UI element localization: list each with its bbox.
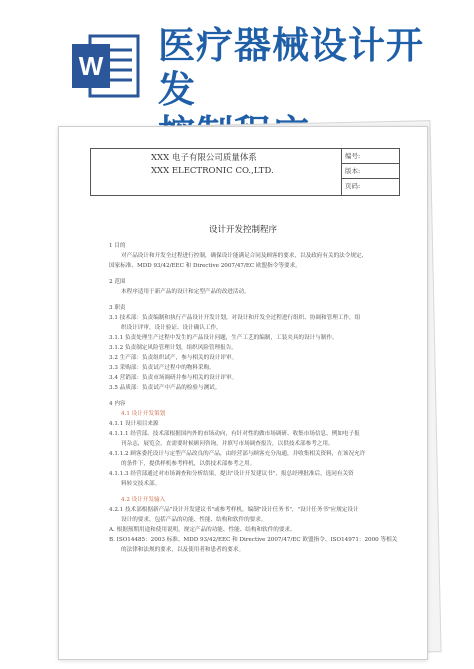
body-line: 3.1.2 负责制定风险管理计划，组织风险管理报告。: [109, 345, 237, 351]
body-line: 4.1.1.2 顾客委托设计与定型产品改良的产品，由经营部与顾客充分沟通，并收集相关资料，在该况允许: [109, 451, 366, 457]
body-line: 4 内容: [109, 401, 126, 407]
company-name-cell: [91, 149, 342, 195]
body-line: 国家标准、MDD 93/42/EEC 和 Directive 2007/47/EC 欧盟指令等要求。: [109, 263, 301, 269]
body-line: 1 目的: [109, 243, 126, 249]
document-header-table: [90, 148, 400, 196]
body-line: 4.1 设计开发策划: [121, 411, 166, 417]
body-line: 对产品设计和开发全过程进行控制，确保设计能满足合同及顾客的要求，以及政府有关的法令规定、: [121, 253, 368, 259]
body-line: 3.5 品质部：负责试产中产品的检验与测试。: [109, 385, 221, 391]
body-line: 的法律和法规的要求，以及使用者和患者的要求。: [121, 547, 245, 553]
body-line: 3.4 营销部：负责市场调研并参与相关的设计评审。: [109, 375, 238, 381]
doc-version-cell: 版本:: [341, 164, 399, 179]
body-line: 3.1 技术部：负责编制和执行产品设计开发计划，对设计和开发全过程进行组织、协调和管理工作，组: [109, 315, 361, 321]
document-meta-cells: [341, 149, 399, 195]
body-line: 3.2 生产部：负责组织试产，参与相关的设计评审。: [109, 355, 238, 361]
body-line: 2 范围: [109, 279, 126, 285]
doc-number-cell: 编号:: [341, 149, 399, 164]
body-line: 刊杂志，展览会，直需要时候顾问咨询，并填写市场调查报告，以供技术部参考之用。: [121, 441, 334, 447]
body-line: 4.1.1.1 经营部、技术部根据国内外的市场动向，有针对性的做市场调研、收集市场信息，例如电子报: [109, 431, 360, 437]
company-name-en: XXX ELECTRONIC CO.,LTD.: [151, 166, 274, 176]
body-line: 本程序适用于新产品的设计和定型产品的改进活动。: [121, 289, 250, 295]
banner: [0, 0, 474, 118]
banner-title-line1: 医疗器械设计开发: [158, 24, 424, 111]
body-line: 3 职责: [109, 305, 126, 311]
doc-page-cell: 页码:: [345, 182, 361, 190]
body-line: A. 根据预期用途和使用说明，规定产品的功能、性能、结构和软件的要求。: [109, 527, 296, 533]
document-title: 设计开发控制程序: [208, 225, 277, 235]
word-icon-letter: W: [78, 51, 104, 81]
body-line: 4.2 设计开发输入: [121, 497, 166, 503]
body-line: B. ISO14485：2003 标准、MDD 93/42/EEC 和 Directive 2007/47/EC 欧盟指令、ISO14971：2000 等相关: [109, 537, 398, 543]
document-page: [58, 126, 428, 660]
body-line: 3.1.1 负责处理生产过程中发生的产品设计问题，生产工艺的编制，工装夹具的设计与制作。: [109, 335, 338, 341]
body-line: 织设计评审，设计验证、设计确认工作。: [121, 325, 222, 331]
body-line: 4.1.1 设计项目来源: [109, 421, 159, 427]
body-line: 4.2.1 技术部根据新产品"设计开发建议书"或参考样机，编制"设计任务书"，"设计任务书"应规定设计: [109, 507, 359, 513]
body-line: 的条件下，提供样机参考样机，以供技术部参考之用。: [121, 461, 256, 467]
company-name-cn: XXX 电子有限公司质量体系: [151, 153, 257, 163]
body-line: 3.3 采购部：负责试产过程中的物料采购。: [109, 365, 215, 371]
body-line: 料转交技术部。: [121, 481, 161, 487]
word-document-icon: [70, 32, 142, 100]
body-line: 4.1.1.3 经营部通过对市场调查和分析结果，提出"设计开发建议书"，报总经理批准后，选同有关资: [109, 471, 354, 477]
body-line: 设计的要求，包括产品的功能、性能、结构和软件的要求。: [121, 517, 267, 523]
